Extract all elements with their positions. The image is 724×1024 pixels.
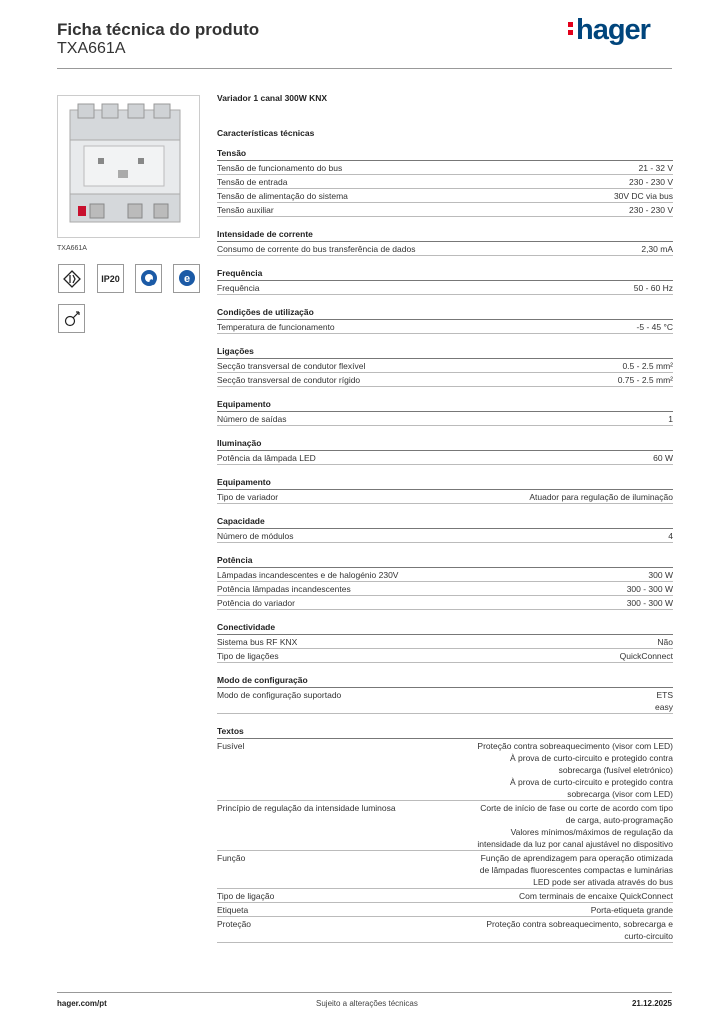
spec-groups [217,147,673,943]
spec-row [217,242,673,256]
spec-group [217,267,673,295]
spec-group-title: Equipamento [217,476,673,490]
spec-value [657,636,673,648]
spec-row [217,596,673,610]
spec-panel [217,93,673,954]
spec-label: Proteção [217,919,252,929]
spec-value-line: À prova de curto-circuito e protegido contra [509,753,673,763]
spec-value [668,530,673,542]
spec-row [217,175,673,189]
product-image [57,95,200,238]
spec-label: Tensão de alimentação do sistema [217,191,348,201]
spec-value [486,918,673,942]
spec-value-line: 4 [668,531,673,541]
spec-label: Tipo de variador [217,492,279,502]
spec-label: Secção transversal de condutor flexível [217,361,366,371]
spec-group-title: Equipamento [217,398,673,412]
spec-value-line: 50 - 60 Hz [633,283,673,293]
spec-row [217,373,673,387]
footer-website: hager.com/pt [57,999,107,1008]
spec-group [217,725,673,943]
spec-group [217,306,673,334]
svg-text:e: e [183,272,190,285]
spec-row [217,412,673,426]
spec-row [217,161,673,175]
spec-value [622,360,673,372]
product-name: Variador 1 canal 300W KNX [217,93,328,103]
spec-group-title: Conectividade [217,621,673,635]
quality-q-icon [135,264,162,293]
spec-value [648,569,673,581]
spec-value-line: Não [657,637,673,647]
spec-label: Princípio de regulação da intensidade luminosa [217,803,396,813]
spec-label: Lâmpadas incandescentes e de halogénio 230V [217,570,399,580]
spec-value-line: 230 - 230 V [629,177,673,187]
spec-value-line: curto-circuito [624,931,673,941]
spec-value-line: 0.5 - 2.5 mm² [622,361,673,371]
energy-e-icon [173,264,200,293]
footer-date: 21.12.2025 [631,999,672,1008]
spec-value [668,413,673,425]
spec-row [217,189,673,203]
spec-value-line: intensidade da luz por canal ajustável no dispositivo [477,839,673,849]
spec-value [618,374,673,386]
spec-value-line: sobrecarga (visor com LED) [567,789,673,799]
spec-value [519,890,673,902]
spec-group-title: Iluminação [217,437,673,451]
spec-value-line: de lâmpadas fluorescentes compactas e luminárias [479,865,673,875]
spec-group-title: Intensidade de corrente [217,228,673,242]
spec-value-line: À prova de curto-circuito e protegido contra [509,777,673,787]
spec-value [655,689,673,713]
spec-value-line: 230 - 230 V [629,205,673,215]
header-divider [57,68,672,69]
spec-label: Secção transversal de condutor rígido [217,375,361,385]
spec-value [634,282,673,294]
footer-disclaimer: Sujeito a alterações técnicas [316,999,418,1008]
spec-group [217,437,673,465]
spec-group [217,621,673,663]
spec-label: Frequência [217,283,260,293]
spec-value [629,176,673,188]
spec-group-title: Capacidade [217,515,673,529]
spec-row [217,801,673,851]
spec-value [477,802,673,850]
spec-value-line: Valores mínimos/máximos de regulação da [510,827,673,837]
spec-row [217,688,673,714]
spec-value-line: Atuador para regulação de iluminação [529,492,673,502]
spec-value [629,204,673,216]
spec-value-line: Porta-etiqueta grande [590,905,673,915]
spec-group-title: Potência [217,554,673,568]
spec-value [477,740,673,800]
spec-label: Fusível [217,741,245,751]
spec-value-line: sobrecarga (fusível eletrónico) [558,765,673,775]
spec-value [627,597,673,609]
spec-value-line: Corte de início de fase ou corte de acordo com tipo [480,803,673,813]
spec-label: Modo de configuração suportado [217,690,342,700]
spec-value-line: LED pode ser ativada através do bus [533,877,673,887]
spec-value-line: 300 - 300 W [626,584,673,594]
logo-dots-icon [568,19,573,38]
spec-label: Número de saídas [217,414,287,424]
spec-row [217,903,673,917]
spec-value-line: Proteção contra sobreaquecimento, sobrecarga e [486,919,673,929]
spec-value-line: ETS [656,690,673,700]
spec-value [637,321,673,333]
spec-row [217,490,673,504]
ip20-label: IP20 [101,273,120,284]
spec-row [217,320,673,334]
footer-divider [57,992,672,993]
spec-group [217,674,673,714]
spec-value-line: 300 W [648,570,673,580]
dimmer-symbol-icon [58,304,85,333]
spec-group [217,398,673,426]
hager-logo [568,14,650,47]
spec-row [217,281,673,295]
spec-label: Temperatura de funcionamento [217,322,335,332]
spec-label: Função [217,853,246,863]
spec-label: Tipo de ligação [217,891,275,901]
spec-group [217,147,673,217]
spec-value [614,190,673,202]
spec-label: Tipo de ligações [217,651,279,661]
spec-row [217,635,673,649]
spec-value-line: Com terminais de encaixe QuickConnect [518,891,673,901]
spec-group [217,345,673,387]
spec-label: Potência da lâmpada LED [217,453,316,463]
spec-group [217,476,673,504]
spec-value-line: de carga, auto-programação [565,815,673,825]
spec-row [217,359,673,373]
image-caption: TXA661A [57,245,87,252]
spec-value [627,583,673,595]
spec-row [217,529,673,543]
spec-label: Etiqueta [217,905,249,915]
spec-value-line: 30V DC via bus [613,191,673,201]
spec-value-line: Função de aprendizagem para operação otimizada [480,853,673,863]
spec-group-title: Frequência [217,267,673,281]
spec-group [217,554,673,610]
spec-group-title: Ligações [217,345,673,359]
spec-group-title: Textos [217,725,673,739]
spec-row [217,582,673,596]
spec-row [217,649,673,663]
spec-value-line: 2,30 mA [641,244,673,254]
page-title: Ficha técnica do produto [57,20,260,39]
spec-group-title: Condições de utilização [217,306,673,320]
spec-value-line: 300 - 300 W [626,598,673,608]
spec-value-line: 0.75 - 2.5 mm² [617,375,673,385]
spec-value-line: 21 - 32 V [638,163,673,173]
ip20-icon [97,264,124,293]
spec-value [639,162,674,174]
spec-group-title: Tensão [217,147,673,161]
spec-value-line: -5 - 45 °C [636,322,673,332]
spec-row [217,451,673,465]
spec-row [217,889,673,903]
spec-value [480,852,673,888]
spec-row [217,739,673,801]
spec-label: Potência do variador [217,598,295,608]
spec-value [529,491,673,503]
spec-value [641,243,673,255]
spec-label: Potência lâmpadas incandescentes [217,584,351,594]
knx-dimmer-module-icon [58,96,199,237]
spec-group [217,228,673,256]
knx-mark-icon [58,264,85,293]
spec-label: Tensão de entrada [217,177,288,187]
spec-label: Consumo de corrente do bus transferência de dados [217,244,416,254]
spec-label: Sistema bus RF KNX [217,637,298,647]
spec-value-line: Proteção contra sobreaquecimento (visor com LED) [477,741,673,751]
spec-row [217,203,673,217]
spec-group [217,515,673,543]
spec-group-title: Modo de configuração [217,674,673,688]
spec-label: Número de módulos [217,531,294,541]
logo-text: hager [576,14,650,46]
product-reference: TXA661A [57,40,126,57]
spec-value [591,904,673,916]
spec-value-line: 60 W [653,453,673,463]
spec-value-line: QuickConnect [619,651,673,661]
spec-row [217,568,673,582]
spec-value-line: easy [655,702,673,712]
spec-value [620,650,673,662]
spec-label: Tensão de funcionamento do bus [217,163,343,173]
spec-row [217,851,673,889]
spec-row [217,917,673,943]
section-title: Características técnicas [217,128,315,138]
spec-value [653,452,673,464]
spec-value-line: 1 [668,414,673,424]
spec-label: Tensão auxiliar [217,205,274,215]
